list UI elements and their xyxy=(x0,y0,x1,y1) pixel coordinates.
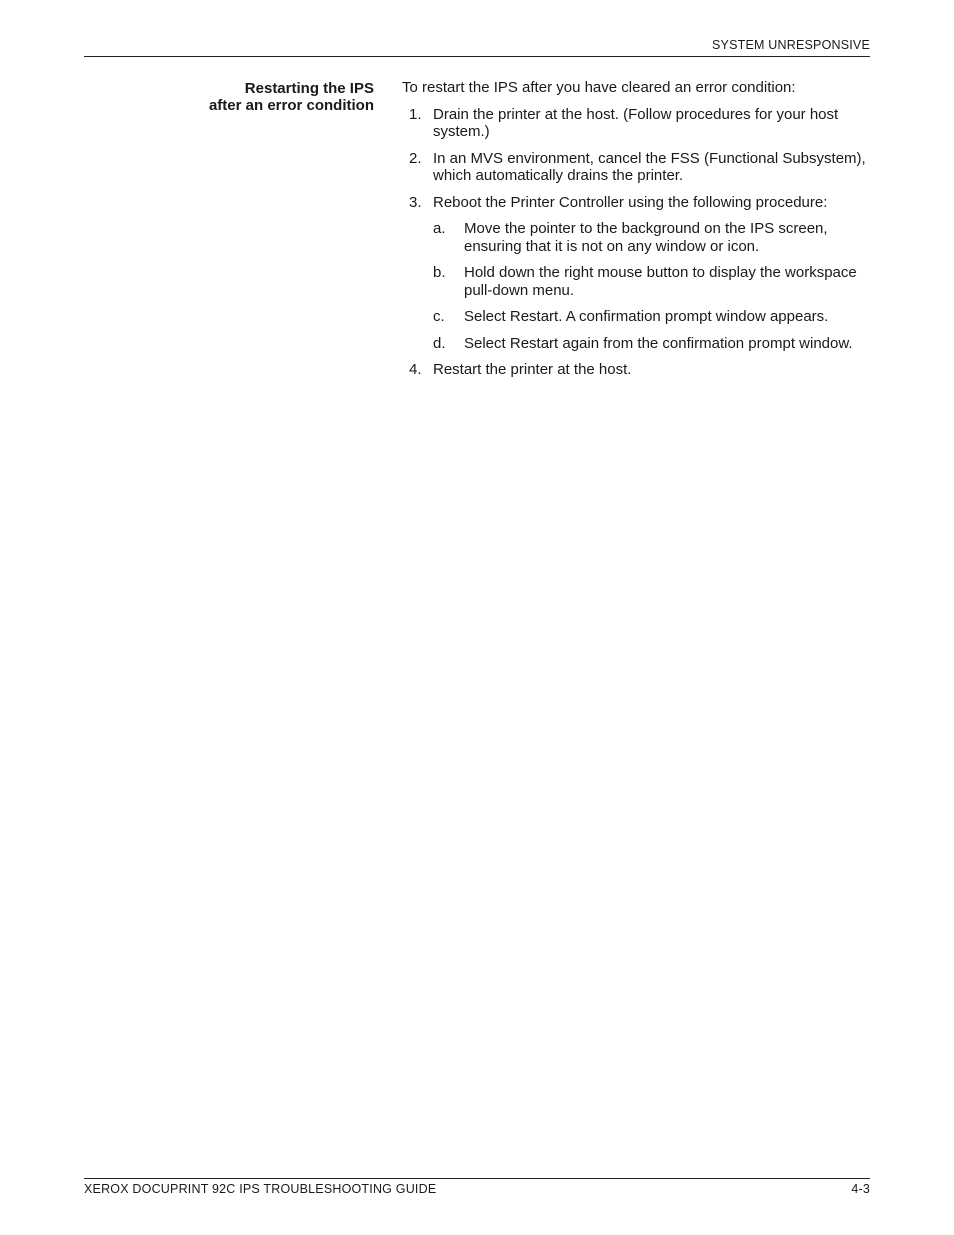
section-title: SYSTEM UNRESPONSIVE xyxy=(712,38,870,52)
step-item xyxy=(402,361,872,379)
substep-item xyxy=(433,220,872,255)
step-text: Restart the printer at the host. xyxy=(433,361,632,378)
body-content xyxy=(402,79,872,388)
side-heading-line-1: Restarting the IPS xyxy=(244,80,374,97)
substep-letter: c. xyxy=(433,308,445,325)
substep-letter: d. xyxy=(433,334,446,352)
step-number: 2. xyxy=(409,149,422,167)
substep-letter: a. xyxy=(433,220,446,237)
step-text: Reboot the Printer Controller using the following procedure: xyxy=(433,193,828,211)
substeps-list xyxy=(433,220,872,352)
steps-list xyxy=(402,106,872,379)
step-item xyxy=(402,150,872,185)
step-number: 3. xyxy=(409,193,422,211)
document-title: XEROX DOCUPRINT 92C IPS TROUBLESHOOTING GUIDE xyxy=(84,1182,437,1196)
substep-item xyxy=(433,308,872,326)
substep-text: Select Restart again from the confirmation prompt window. xyxy=(464,334,853,352)
intro-paragraph: To restart the IPS after you have cleared an error condition: xyxy=(402,79,796,96)
substep-item xyxy=(433,264,872,299)
substep-text: Move the pointer to the background on the IPS screen, ensuring that it is not on any window or icon. xyxy=(464,220,828,255)
step-number: 1. xyxy=(409,105,422,123)
step-text: In an MVS environment, cancel the FSS (Functional Subsystem), which automatically drains the printer. xyxy=(433,149,866,184)
substep-item xyxy=(433,335,872,353)
substep-letter: b. xyxy=(433,264,446,281)
step-number: 4. xyxy=(409,361,422,378)
side-heading-line-2: after an error condition xyxy=(208,97,374,114)
substep-text: Select Restart. A confirmation prompt window appears. xyxy=(464,308,829,325)
step-item xyxy=(402,106,872,141)
step-item xyxy=(402,194,872,353)
page-header xyxy=(84,38,870,57)
side-heading xyxy=(150,80,374,114)
page-footer xyxy=(84,1178,870,1196)
page-number: 4-3 xyxy=(851,1182,870,1196)
substep-text: Hold down the right mouse button to display the workspace pull-down menu. xyxy=(464,264,857,299)
step-text: Drain the printer at the host. (Follow procedures for your host system.) xyxy=(433,105,839,140)
